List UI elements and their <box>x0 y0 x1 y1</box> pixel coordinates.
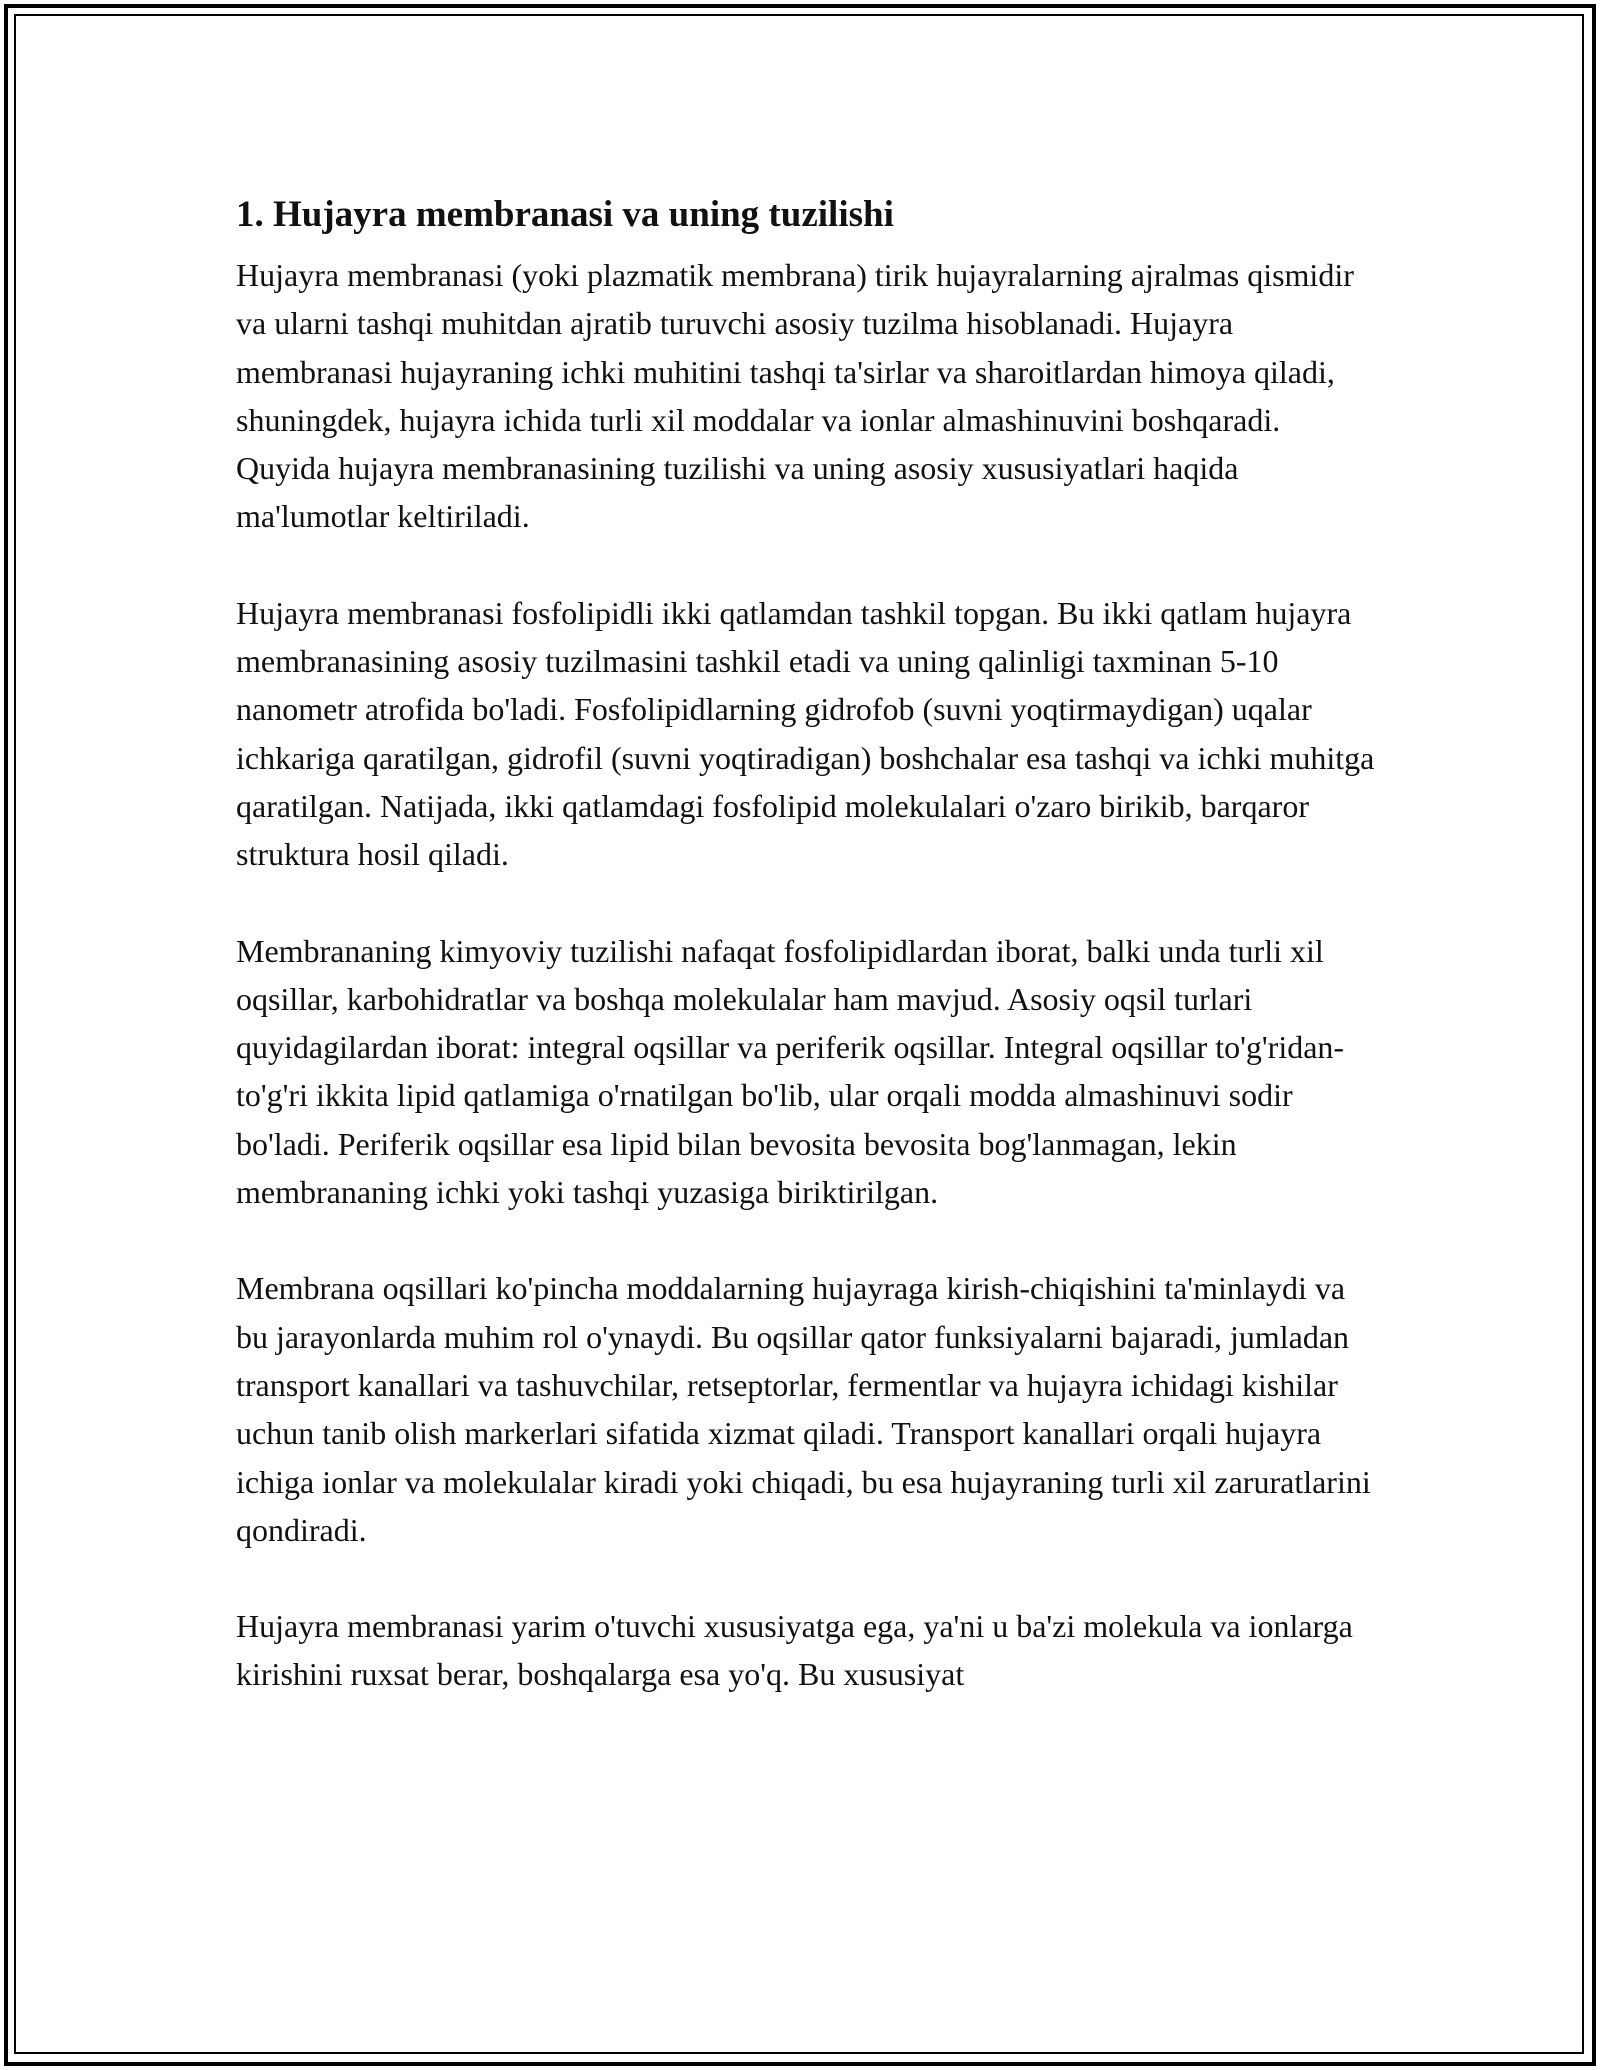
paragraph-1: Hujayra membranasi (yoki plazmatik membrana) tirik hujayralarning ajralmas qismidir va ularni tashqi muhitdan ajratib turuvchi asosiy tuzilma hisoblanadi. Hujayra membranasi hujayraning ichki muhitini tashqi ta'sirlar va sharoitlardan himoya qiladi, shuningdek, hujayra ichida turli xil moddalar va ionlar almashinuvini boshqaradi. Quyida hujayra membranasining tuzilishi va uning asosiy xususiyatlari haqida ma'lumotlar keltiriladi. <box>236 257 1354 535</box>
paragraph-5: Hujayra membranasi yarim o'tuvchi xususiyatga ega, ya'ni u ba'zi molekula va ionlarga kirishini ruxsat berar, boshqalarga esa yo'q. Bu xususiyat <box>236 1608 1353 1693</box>
document-body <box>236 187 1376 1747</box>
paragraph-3: Membrananing kimyoviy tuzilishi nafaqat fosfolipidlardan iborat, balki unda turli xil oqsillar, karbohidratlar va boshqa molekulalar ham mavjud. Asosiy oqsil turlari quyidagilardan iborat: integral oqsillar va periferik oqsillar. Integral oqsillar to'g'ridan-to'g'ri ikkita lipid qatlamiga o'rnatilgan bo'lib, ular orqali modda almashinuvi sodir bo'ladi. Periferik oqsillar esa lipid bilan bevosita bevosita bog'lanmagan, lekin membrananing ichki yoki tashqi yuzasiga biriktirilgan. <box>236 932 1345 1211</box>
paragraph-4: Membrana oqsillari ko'pincha moddalarning hujayraga kirish-chiqishini ta'minlaydi va bu jarayonlarda muhim rol o'ynaydi. Bu oqsillar qator funksiyalarni bajaradi, jumladan transport kanallari va tashuvchilar, retseptorlar, fermentlar va hujayra ichidagi kishilar uchun tanib olish markerlari sifatida xizmat qiladi. Transport kanallari orqali hujayra ichiga ionlar va molekulalar kiradi yoki chiqadi, bu esa hujayraning turli xil zaruratlarini qondiradi. <box>236 1270 1371 1548</box>
section-heading: 1. Hujayra membranasi va uning tuzilishi <box>236 194 894 235</box>
paragraph-2: Hujayra membranasi fosfolipidli ikki qatlamdan tashkil topgan. Bu ikki qatlam hujayra membranasining asosiy tuzilmasini tashkil etadi va uning qalinligi taxminan 5-10 nanometr atrofida bo'ladi. Fosfolipidlarning gidrofob (suvni yoqtirmaydigan) uqalar ichkariga qaratilgan, gidrofil (suvni yoqtiradigan) boshchalar esa tashqi va ichki muhitga qaratilgan. Natijada, ikki qatlamdagi fosfolipid molekulalari o'zaro birikib, barqaror struktura hosil qiladi. <box>236 594 1375 873</box>
